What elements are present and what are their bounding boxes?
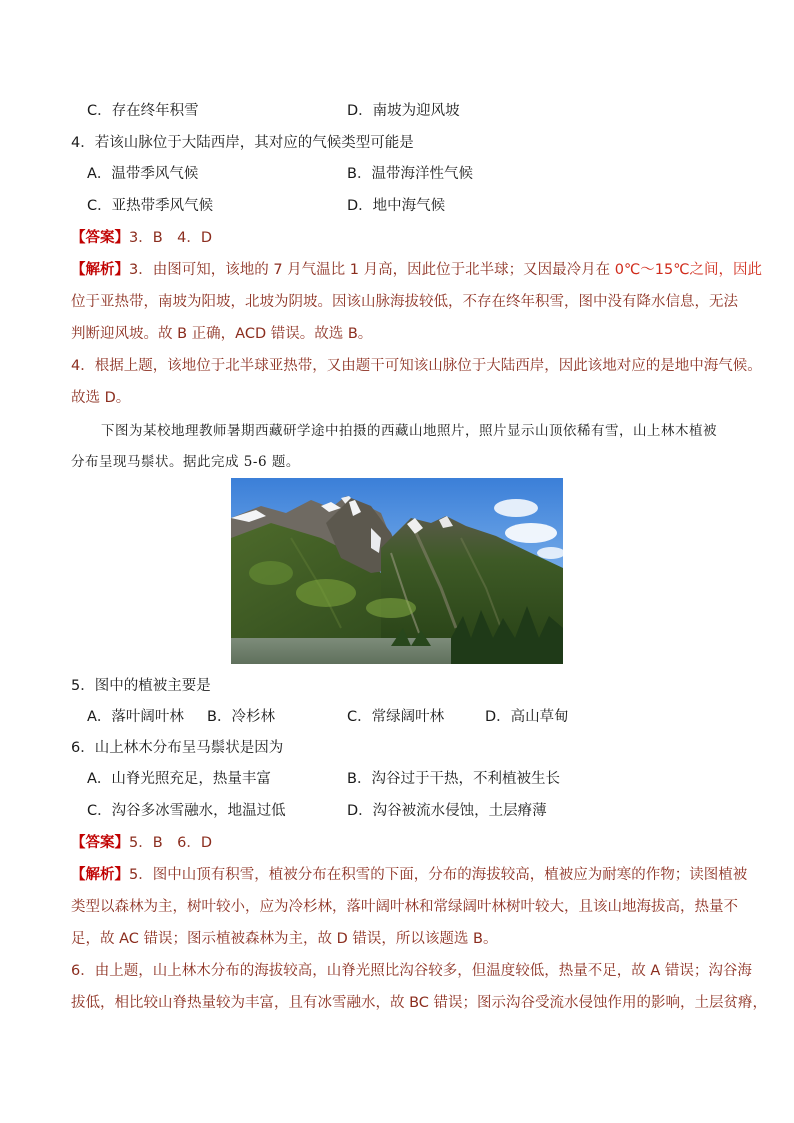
tibet-mountain-photo [231, 478, 563, 664]
analysis-tag: 【解析】 [71, 262, 129, 278]
intro-line-1: 下图为某校地理教师暑期西藏研学途中拍摄的西藏山地照片，照片显示山顶依稀有雪，山上林木植被 [101, 423, 717, 439]
q5-option-d: D．高山草甸 [485, 709, 569, 725]
answer-tag: 【答案】 [71, 230, 129, 246]
intro-line-2: 分布呈现马鬃状。据此完成 5-6 题。 [71, 454, 300, 470]
q6-option-a: A．山脊光照充足，热量丰富 [87, 771, 271, 787]
q5-option-c: C．常绿阔叶林 [347, 709, 445, 725]
answer-block-1 [71, 228, 212, 248]
analysis-text: 5．图中山顶有积雪，植被分布在积雪的下面，分布的海拔较高，植被应为耐寒的作物；读图植被 [129, 867, 748, 883]
q4-option-c: C．亚热带季风气候 [87, 198, 214, 214]
q6-option-d: D．沟谷被流水侵蚀，土层瘠薄 [347, 803, 547, 819]
q5-option-b: B．冷杉林 [207, 709, 275, 725]
q6-option-c: C．沟谷多冰雪融水，地温过低 [87, 803, 286, 819]
analysis-1-line-2: 位于亚热带，南坡为阳坡，北坡为阴坡。因该山脉海拔较低，不存在终年积雪，图中没有降水信息，无法 [71, 294, 738, 310]
answer-text: 5．B 6．D [129, 835, 213, 851]
analysis-tag: 【解析】 [71, 867, 129, 883]
q5-stem: 5．图中的植被主要是 [71, 678, 211, 694]
analysis-2-line-4: 6．由上题，山上林木分布的海拔较高，山脊光照比沟谷较多，但温度较低，热量不足，故 A 错误；沟谷海 [71, 963, 752, 979]
analysis-2-line-1 [71, 865, 747, 885]
q4-option-d: D．地中海气候 [347, 198, 446, 214]
analysis-1-line-3: 判断迎风坡。故 B 正确，ACD 错误。故选 B。 [71, 326, 373, 342]
answer-tag: 【答案】 [71, 835, 129, 851]
analysis-1-line-1 [71, 260, 762, 280]
analysis-highlight: 0℃～15℃之间，因此 [614, 262, 762, 278]
q4-stem: 4．若该山脉位于大陆西岸，其对应的气候类型可能是 [71, 135, 414, 151]
q5-option-a: A．落叶阔叶林 [87, 709, 184, 725]
analysis-2-line-5: 拔低，相比较山脊热量较为丰富，且有冰雪融水，故 BC 错误；图示沟谷受流水侵蚀作用的影响，土层贫瘠， [71, 995, 768, 1011]
analysis-2-line-2: 类型以森林为主，树叶较小，应为冷杉林，落叶阔叶林和常绿阔叶林树叶较大，且该山地海拔高，热量不 [71, 899, 738, 915]
q4-option-a: A．温带季风气候 [87, 166, 199, 182]
answer-block-2 [71, 833, 212, 853]
analysis-1-line-5: 故选 D。 [71, 390, 131, 406]
q6-option-b: B．沟谷过于干热，不利植被生长 [347, 771, 560, 787]
analysis-1-line-4: 4．根据上题，该地位于北半球亚热带，又由题干可知该山脉位于大陆西岸，因此该地对应的是地中海气候。 [71, 358, 762, 374]
q3-option-c: C．存在终年积雪 [87, 103, 199, 119]
q6-stem: 6．山上林木分布呈马鬃状是因为 [71, 740, 284, 756]
answer-text: 3．B 4．D [129, 230, 213, 246]
q4-option-b: B．温带海洋性气候 [347, 166, 473, 182]
analysis-text: 3．由图可知，该地的 7 月气温比 1 月高，因此位于北半球；又因最冷月在 [129, 262, 615, 278]
q3-option-d: D．南坡为迎风坡 [347, 103, 460, 119]
analysis-2-line-3: 足，故 AC 错误；图示植被森林为主，故 D 错误，所以该题选 B。 [71, 931, 498, 947]
